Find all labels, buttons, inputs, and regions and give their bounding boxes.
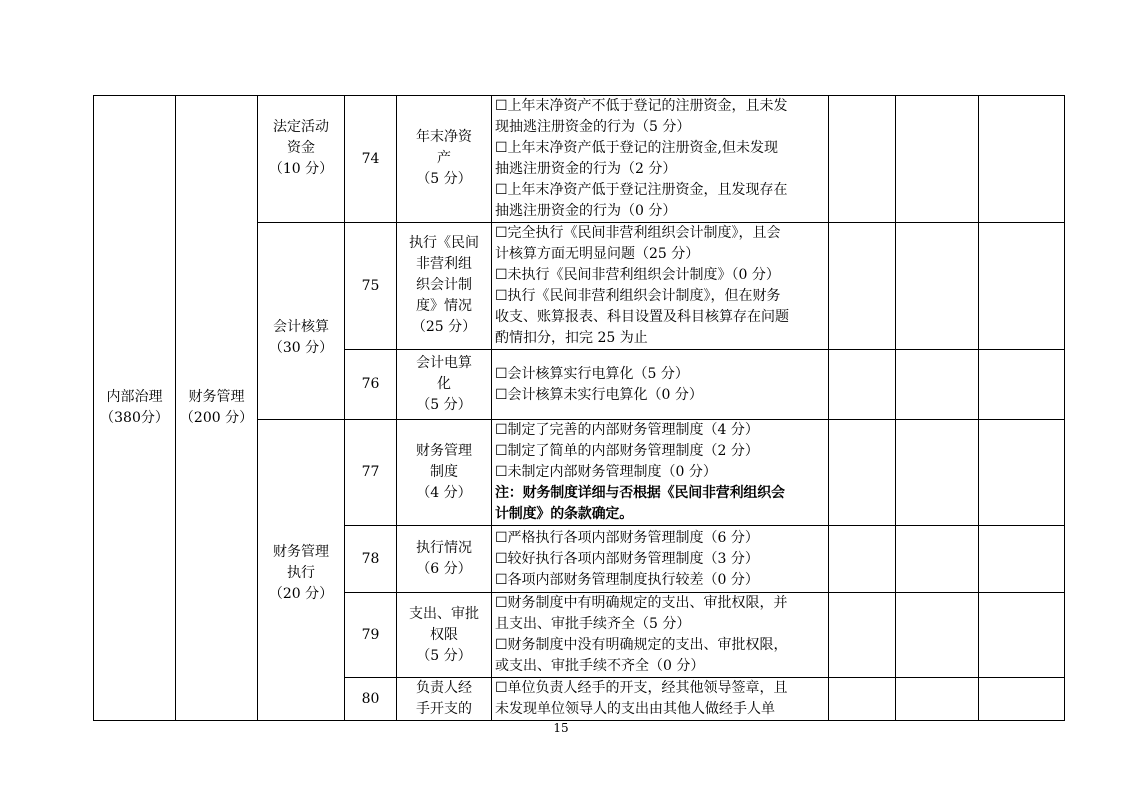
option-text: ☐较好执行各项内部财务管理制度（3 分） [495,550,759,567]
blank-cell [979,350,1065,420]
item-label: （6 分） [416,561,472,577]
blank-cell [829,223,896,350]
option-text: 现抽逃注册资金的行为（5 分） [495,119,691,135]
option-text: ☐严格执行各项内部财务管理制度（6 分） [495,529,759,546]
item-cell [397,526,492,593]
group-cell [258,420,345,721]
item-label: 手开支的 [416,701,472,717]
item-label: 化 [437,376,451,392]
option-text: ☐上年末净资产低于登记的注册资金,但未发现 [495,140,778,156]
options-cell [492,96,829,223]
blank-cell [896,678,979,721]
evaluation-table [93,95,1065,721]
item-cell [397,96,492,223]
option-text: ☐会计核算未实行电算化（0 分） [495,386,703,403]
option-text: 酌情扣分，扣完 25 为止 [495,330,648,346]
option-text: 计核算方面无明显问题（25 分） [495,246,700,262]
blank-cell [896,350,979,420]
item-label: 会计电算 [416,355,472,371]
item-label: 产 [437,150,451,166]
level2-cell [176,96,258,721]
option-text: ☐未执行《民间非营利组织会计制度》（0 分） [495,267,780,283]
group-label: 法定活动 [273,119,329,135]
blank-cell [979,420,1065,526]
blank-cell [896,593,979,678]
level1-score: （380分） [100,410,169,426]
options-cell [492,678,829,721]
blank-cell [829,678,896,721]
item-number: 77 [345,420,397,526]
group-label: 会计核算 [273,319,329,335]
group-label: 资金 [287,140,315,156]
item-label: 度》情况 [416,298,472,314]
item-cell [397,420,492,526]
item-label: （25 分） [411,319,477,335]
option-text: ☐未制定内部财务管理制度（0 分） [495,464,717,480]
option-text: 未发现单位领导人的支出由其他人做经手人单 [495,701,775,717]
item-label: 织会计制 [416,277,472,293]
blank-cell [979,526,1065,593]
item-label: 负责人经 [416,680,472,696]
blank-cell [829,96,896,223]
note-text: 计制度》的条款确定。 [495,506,633,522]
option-text: ☐各项内部财务管理制度执行较差（0 分） [495,571,759,588]
item-number: 75 [345,223,397,350]
options-cell [492,526,829,593]
item-number: 74 [345,96,397,223]
option-text: ☐制定了完善的内部财务管理制度（4 分） [495,422,759,438]
group-label: 执行 [287,565,315,581]
level1-name: 内部治理 [106,389,163,405]
options-cell [492,350,829,420]
blank-cell [829,420,896,526]
item-cell [397,678,492,721]
option-text: ☐执行《民间非营利组织会计制度》，但在财务 [495,288,781,304]
level2-name: 财务管理 [188,389,245,405]
item-label: 非营利组 [416,256,472,272]
option-text: ☐上年末净资产不低于登记的注册资金，且未发 [495,98,788,114]
option-text: 抽逃注册资金的行为（2 分） [495,161,677,177]
item-cell [397,593,492,678]
item-label: 年末净资 [416,129,472,145]
item-label: 执行情况 [416,540,472,556]
item-label: 支出、审批 [409,605,479,622]
level1-cell [94,96,176,721]
option-text: ☐完全执行《民间非营利组织会计制度》，且会 [495,225,781,241]
item-number: 80 [345,678,397,721]
level2-score: （200 分） [179,410,254,426]
option-text: 或支出、审批手续不齐全（0 分） [495,658,705,674]
group-label: （10 分） [268,161,334,177]
page-number: 15 [553,721,569,735]
option-text: ☐财务制度中有明确规定的支出、审批权限，并 [495,595,788,611]
options-cell [492,223,829,350]
options-cell [492,593,829,678]
item-label: 执行《民间 [409,235,479,251]
blank-cell [829,593,896,678]
item-number: 78 [345,526,397,593]
blank-cell [896,223,979,350]
option-text: ☐单位负责人经手的开支，经其他领导签章，且 [495,680,788,696]
blank-cell [896,420,979,526]
note-text: 注：财务制度详细与否根据《民间非营利组织会 [495,485,785,501]
item-label: 权限 [430,626,458,643]
option-text: 且支出、审批手续齐全（5 分） [495,616,691,632]
item-label: 制度 [430,464,458,480]
group-cell [258,223,345,420]
option-text: ☐上年末净资产低于登记注册资金，且发现存在 [495,182,788,198]
blank-cell [979,96,1065,223]
item-label: （5 分） [416,397,472,413]
item-label: （5 分） [416,171,472,187]
blank-cell [979,678,1065,721]
item-number: 79 [345,593,397,678]
option-text: ☐财务制度中没有明确规定的支出、审批权限， [495,637,788,653]
option-text: 抽逃注册资金的行为（0 分） [495,203,677,219]
group-label: （30 分） [268,340,334,356]
item-label: （5 分） [416,647,472,664]
blank-cell [896,526,979,593]
item-number: 76 [345,350,397,420]
item-cell [397,223,492,350]
option-text: ☐会计核算实行电算化（5 分） [495,365,689,382]
item-label: 财务管理 [416,443,472,459]
table-row [94,96,1065,223]
options-cell [492,420,829,526]
item-label: （4 分） [416,485,472,501]
item-cell [397,350,492,420]
group-label: 财务管理 [273,544,329,560]
option-text: ☐制定了简单的内部财务管理制度（2 分） [495,443,759,459]
blank-cell [979,593,1065,678]
blank-cell [829,526,896,593]
blank-cell [896,96,979,223]
blank-cell [979,223,1065,350]
option-text: 收支、账算报表、科目设置及科目核算存在问题 [495,309,789,325]
group-label: （20 分） [268,586,334,602]
group-cell [258,96,345,223]
blank-cell [829,350,896,420]
